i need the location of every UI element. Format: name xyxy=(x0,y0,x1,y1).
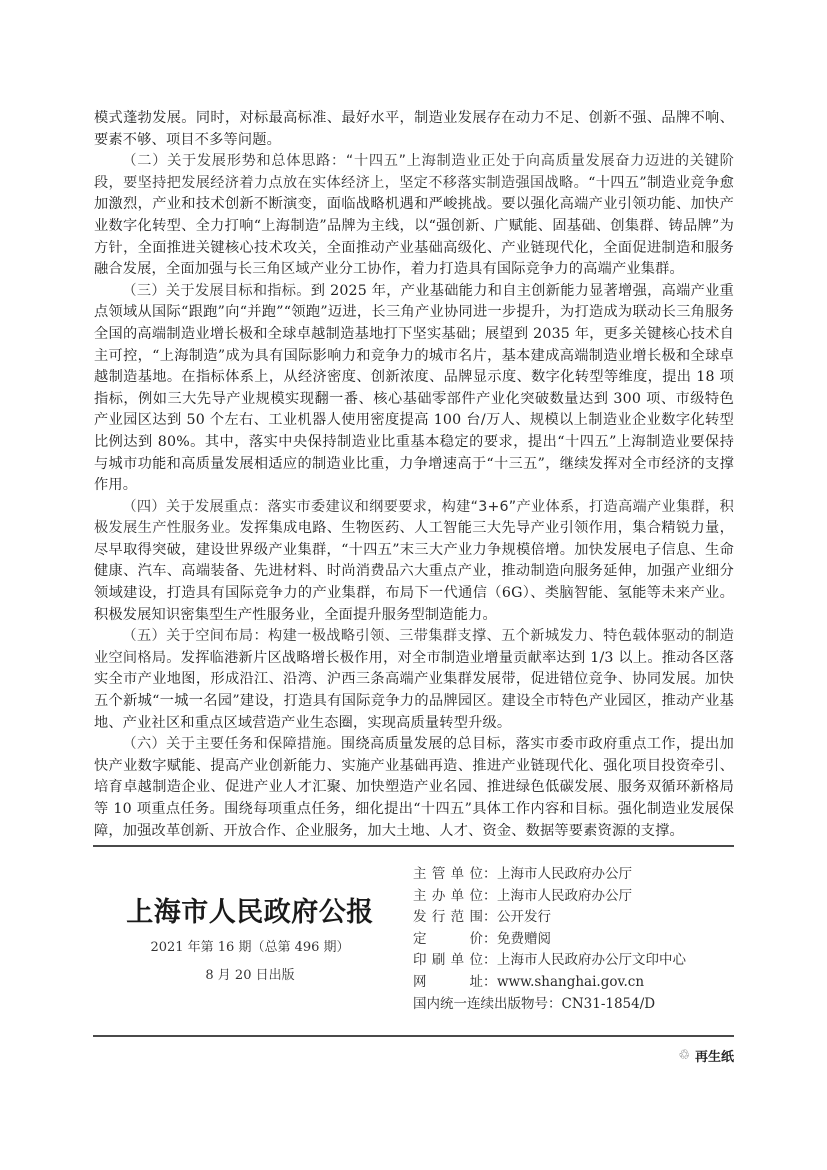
paragraph-lead: （二）关于发展形势和总体思路：“十四五”上海制造业正处于向高质量发展奋力迈进的关键阶段，要坚持把发展经济着力点放在实体经济上，坚定不移落实制造强国战略。 xyxy=(94,153,734,191)
info-row-distribution: 发行范围：公开发行 xyxy=(413,907,686,929)
recycled-paper-label: 再生纸 xyxy=(694,1050,734,1065)
recycled-paper-mark xyxy=(678,1046,734,1065)
paragraph-text: “十四五”制造业竞争愈加激烈，产业和技术创新不断演变，面临战略机遇和严峻挑战。要以强化高端产业引领功能、加快产业数字化转型、全力打响“上海制造”品牌为主线，以“强创新、广赋能、固基础、创集群、铸品牌”为方针，全面推进关键核心技术攻关，全面推动产业基础高级化、产业链现代化，全面促进制造和服务融合发展，全面加强与长三角区域产业分工协作，着力打造具有国际竞争力的高端产业集群。 xyxy=(94,174,734,278)
info-label: 发行范围 xyxy=(413,909,483,926)
masthead-issue: 2021 年第 16 期（总第 496 期） xyxy=(150,940,350,955)
divider-top xyxy=(93,845,734,847)
website-link[interactable]: www.shanghai.gov.cn xyxy=(497,973,645,990)
paragraph-text: 围绕高质量发展的总目标，落实市委市政府重点工作，提出加快产业数字赋能、提高产业创新能力、实施产业基础再造、推进产业链现代化、强化项目投资牵引、培育卓越制造企业、促进产业人才汇聚、加快塑造产业名园、推进绿色低碳发展、服务双循环新格局等 10 项重点任务。围绕每项重点任务，细化提出“十四五”具体工作内容和目标。强化制造业发展保障，加强改革创新、开放合作、企业服务，加大土地、人才、资金、数据等要素资源的支撑。 xyxy=(94,736,734,839)
info-label: 国内统一连续出版物号 xyxy=(413,995,548,1012)
info-value: 公开发行 xyxy=(497,909,551,926)
paragraph-lead: （六）关于主要任务和保障措施。 xyxy=(122,736,341,753)
paragraph-text: 到 2025 年，产业基础能力和自主创新能力显著增强，高端产业重点领域从国际“跟跑”向“并跑”“领跑”迈进，长三角产业协同进一步提升，为打造成为联动长三角服务全国的高端制造业增长极和全球卓越制造基地打下坚实基础；展望到 2035 年，更多关键核心技术自主可控，“上海制造”成为具有国际影响力和竞争力的城市名片，基本建成高端制造业增长极和全球卓越制造基地。在指标体系上，从经济密度、创新浓度、品牌显示度、数字化转型等维度，提出 18 项指标，例如三大先导产业规模实现翻一番、核心基础零部件产业化突破数量达到 300 项、市级特色产业园区达到 50 个左右、工业机器人使用密度提高 100 台/万人、规模以上制造业企业数字化转型比例达到 80%。其中，落实中央保持制造业比重基本稳定的要求，提出“十四五”上海制造业要保持与城市功能和高质量发展相适应的制造业比重，力争增速高于“十三五”，继续发挥对全市经济的支撑作用。 xyxy=(94,282,734,494)
paragraph-development-focus xyxy=(94,497,734,627)
info-row-website: 网址：www.shanghai.gov.cn xyxy=(413,972,686,994)
paragraph-lead: （三）关于发展目标和指标。 xyxy=(122,282,311,299)
masthead-title: 上海市人民政府公报 xyxy=(126,897,374,928)
paragraph-text: 发挥集成电路、生物医药、人工智能三大先导产业引领作用，集合精锐力量，尽早取得突破，建设世界级产业集群，“十四五”末三大产业力争规模倍增。加快发展电子信息、生命健康、汽车、高端装备、先进材料、时尚消费品六大重点产业，推动制造向服务延伸，加强产业细分领域建设，打造具有国际竞争力的产业集群，布局下一代通信（6G）、类脑智能、氢能等未来产业。积极发展知识密集型生产性服务业，全面提升服务型制造能力。 xyxy=(94,520,734,623)
divider-bottom xyxy=(93,1035,734,1037)
info-value: CN31-1854/D xyxy=(561,995,656,1012)
info-row-sponsor: 主办单位：上海市人民政府办公厅 xyxy=(413,886,686,908)
paragraph-lead: （五）关于空间布局：构建一极战略引领、三带集群支撑、五个新城发力、特色载体驱动的制造业空间格局。 xyxy=(94,628,734,666)
paragraph-lead: （四）关于发展重点：落实市委建议和纲要要求，构建“3+6”产业体系，打造高端产业集群，积极发展生产性服务业。 xyxy=(94,498,734,537)
info-label: 定价 xyxy=(413,930,483,947)
info-label: 印刷单位 xyxy=(413,952,483,969)
paragraph-text: 发挥临港新片区战略增长极作用，对全市制造业增量贡献率达到 1/3 以上。推动各区落实全市产业地图，形成沿江、沿湾、沪西三条高端产业集群发展带，促进错位竞争、协同发展。加快五个新城“一城一名园”建设，打造具有国际竞争力的品牌园区。建设全市特色产业园区，推动产业基地、产业社区和重点区域营造产业生态圈，实现高质量转型升级。 xyxy=(94,649,735,731)
paragraph-text: 模式蓬勃发展。同时，对标最高标准、最好水平，制造业发展存在动力不足、创新不强、品牌不响、要素不够、项目不多等问题。 xyxy=(94,110,734,148)
paragraph-development-situation xyxy=(94,151,734,281)
article-body xyxy=(94,108,734,842)
info-label: 网址 xyxy=(413,973,483,990)
info-row-printer: 印刷单位：上海市人民政府办公厅文印中心 xyxy=(413,950,686,972)
info-row-price: 定价：免费赠阅 xyxy=(413,929,686,951)
paragraph-tasks-measures xyxy=(94,734,734,842)
info-label: 主办单位 xyxy=(413,887,483,904)
info-value: 上海市人民政府办公厅 xyxy=(497,866,632,882)
paragraph-1 xyxy=(94,108,734,151)
info-value: 上海市人民政府办公厅 xyxy=(497,887,632,904)
paragraph-spatial-layout xyxy=(94,626,734,734)
recycle-icon: ♲ xyxy=(678,1048,690,1063)
paragraph-goals-indicators xyxy=(94,281,734,497)
info-value: 免费赠阅 xyxy=(497,930,551,947)
publication-info xyxy=(413,864,686,1015)
info-value: 上海市人民政府办公厅文印中心 xyxy=(497,952,686,969)
info-label: 主管单位 xyxy=(413,866,483,882)
masthead-date: 8 月 20 日出版 xyxy=(205,968,295,983)
masthead xyxy=(110,892,390,986)
info-row-supervisor: 主管单位：上海市人民政府办公厅 xyxy=(413,864,686,886)
info-row-serial-number: 国内统一连续出版物号：CN31-1854/D xyxy=(413,995,656,1012)
